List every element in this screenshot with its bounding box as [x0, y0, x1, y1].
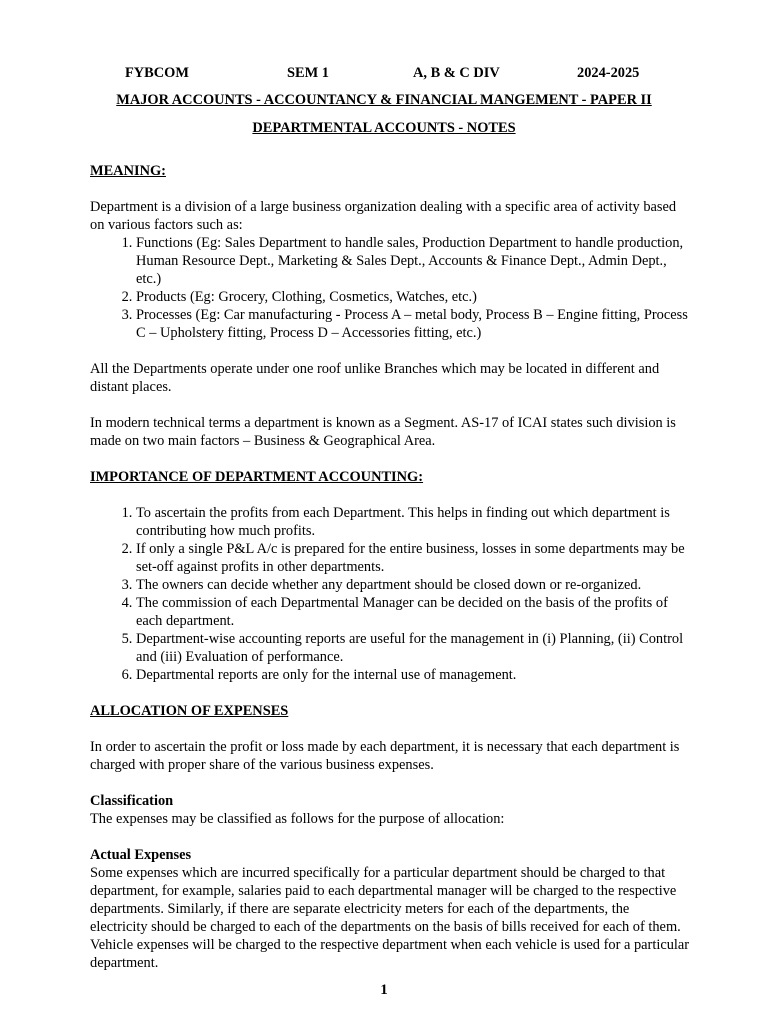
allocation-intro: In order to ascertain the profit or loss made by each department, it is necessary that each department is charged with proper share of the various business expenses. [90, 739, 680, 773]
list-item: 3. The owners can decide whether any department should be closed down or re-organized. [136, 576, 690, 594]
paper-title: MAJOR ACCOUNTS - ACCOUNTANCY & FINANCIAL MANGEMENT - PAPER II [116, 92, 652, 108]
list-item: 3. Processes (Eg: Car manufacturing - Process A – metal body, Process B – Engine fitting, Process C – Upholstery fitting, Process D – Accessories fitting, etc.) [136, 306, 690, 342]
page-number: 1 [380, 982, 388, 998]
list-item: 4. The commission of each Departmental Manager can be decided on the basis of the profits of each department. [136, 594, 690, 630]
importance-list [90, 504, 690, 684]
list-item: 1. To ascertain the profits from each Department. This helps in finding out which department is contributing how much profits. [136, 504, 690, 540]
meaning-paragraph: In modern technical terms a department is known as a Segment. AS-17 of ICAI states such division is made on two main factors – Business & Geographical Area. [90, 415, 676, 449]
document-body [90, 162, 690, 972]
actual-expenses-heading: Actual Expenses [90, 847, 192, 863]
list-item: 2. If only a single P&L A/c is prepared for the entire business, losses in some departments may be set-off against profits in other departments. [136, 540, 690, 576]
classification-heading: Classification [90, 793, 174, 809]
document-header [0, 64, 768, 84]
importance-heading: IMPORTANCE OF DEPARTMENT ACCOUNTING: [90, 469, 424, 485]
actual-expenses-text: Some expenses which are incurred specifically for a particular department should be charged to that department, for example, salaries paid to each departmental manager will be charged to the respective departments. Similarly, if there are separate electricity meters for each of the departments, the electricity should be charged to each of the departments on the basis of bills received for each of them. Vehicle expenses will be charged to the respective department when each vehicle is used for a particular department. [90, 865, 690, 971]
meaning-list [90, 234, 690, 342]
list-item: 2. Products (Eg: Grocery, Clothing, Cosmetics, Watches, etc.) [136, 288, 690, 306]
header-division: A, B & C DIV [413, 65, 500, 81]
meaning-heading: MEANING: [90, 163, 166, 179]
list-item: 6. Departmental reports are only for the internal use of management. [136, 666, 690, 684]
list-item: 1. Functions (Eg: Sales Department to handle sales, Production Department to handle production, Human Resource Dept., Marketing & Sales Dept., Accounts & Finance Dept., Admin Dept., etc.) [136, 234, 690, 288]
header-year: 2024-2025 [577, 65, 640, 81]
classification-text: The expenses may be classified as follows for the purpose of allocation: [90, 811, 505, 827]
meaning-paragraph: All the Departments operate under one roof unlike Branches which may be located in different and distant places. [90, 361, 660, 395]
meaning-intro: Department is a division of a large business organization dealing with a specific area of activity based on various factors such as: [90, 199, 677, 233]
notes-title: DEPARTMENTAL ACCOUNTS - NOTES [252, 120, 516, 136]
header-semester: SEM 1 [287, 65, 329, 81]
header-course: FYBCOM [125, 65, 189, 81]
allocation-heading: ALLOCATION OF EXPENSES [90, 703, 289, 719]
list-item: 5. Department-wise accounting reports are useful for the management in (i) Planning, (ii) Control and (iii) Evaluation of performance. [136, 630, 690, 666]
